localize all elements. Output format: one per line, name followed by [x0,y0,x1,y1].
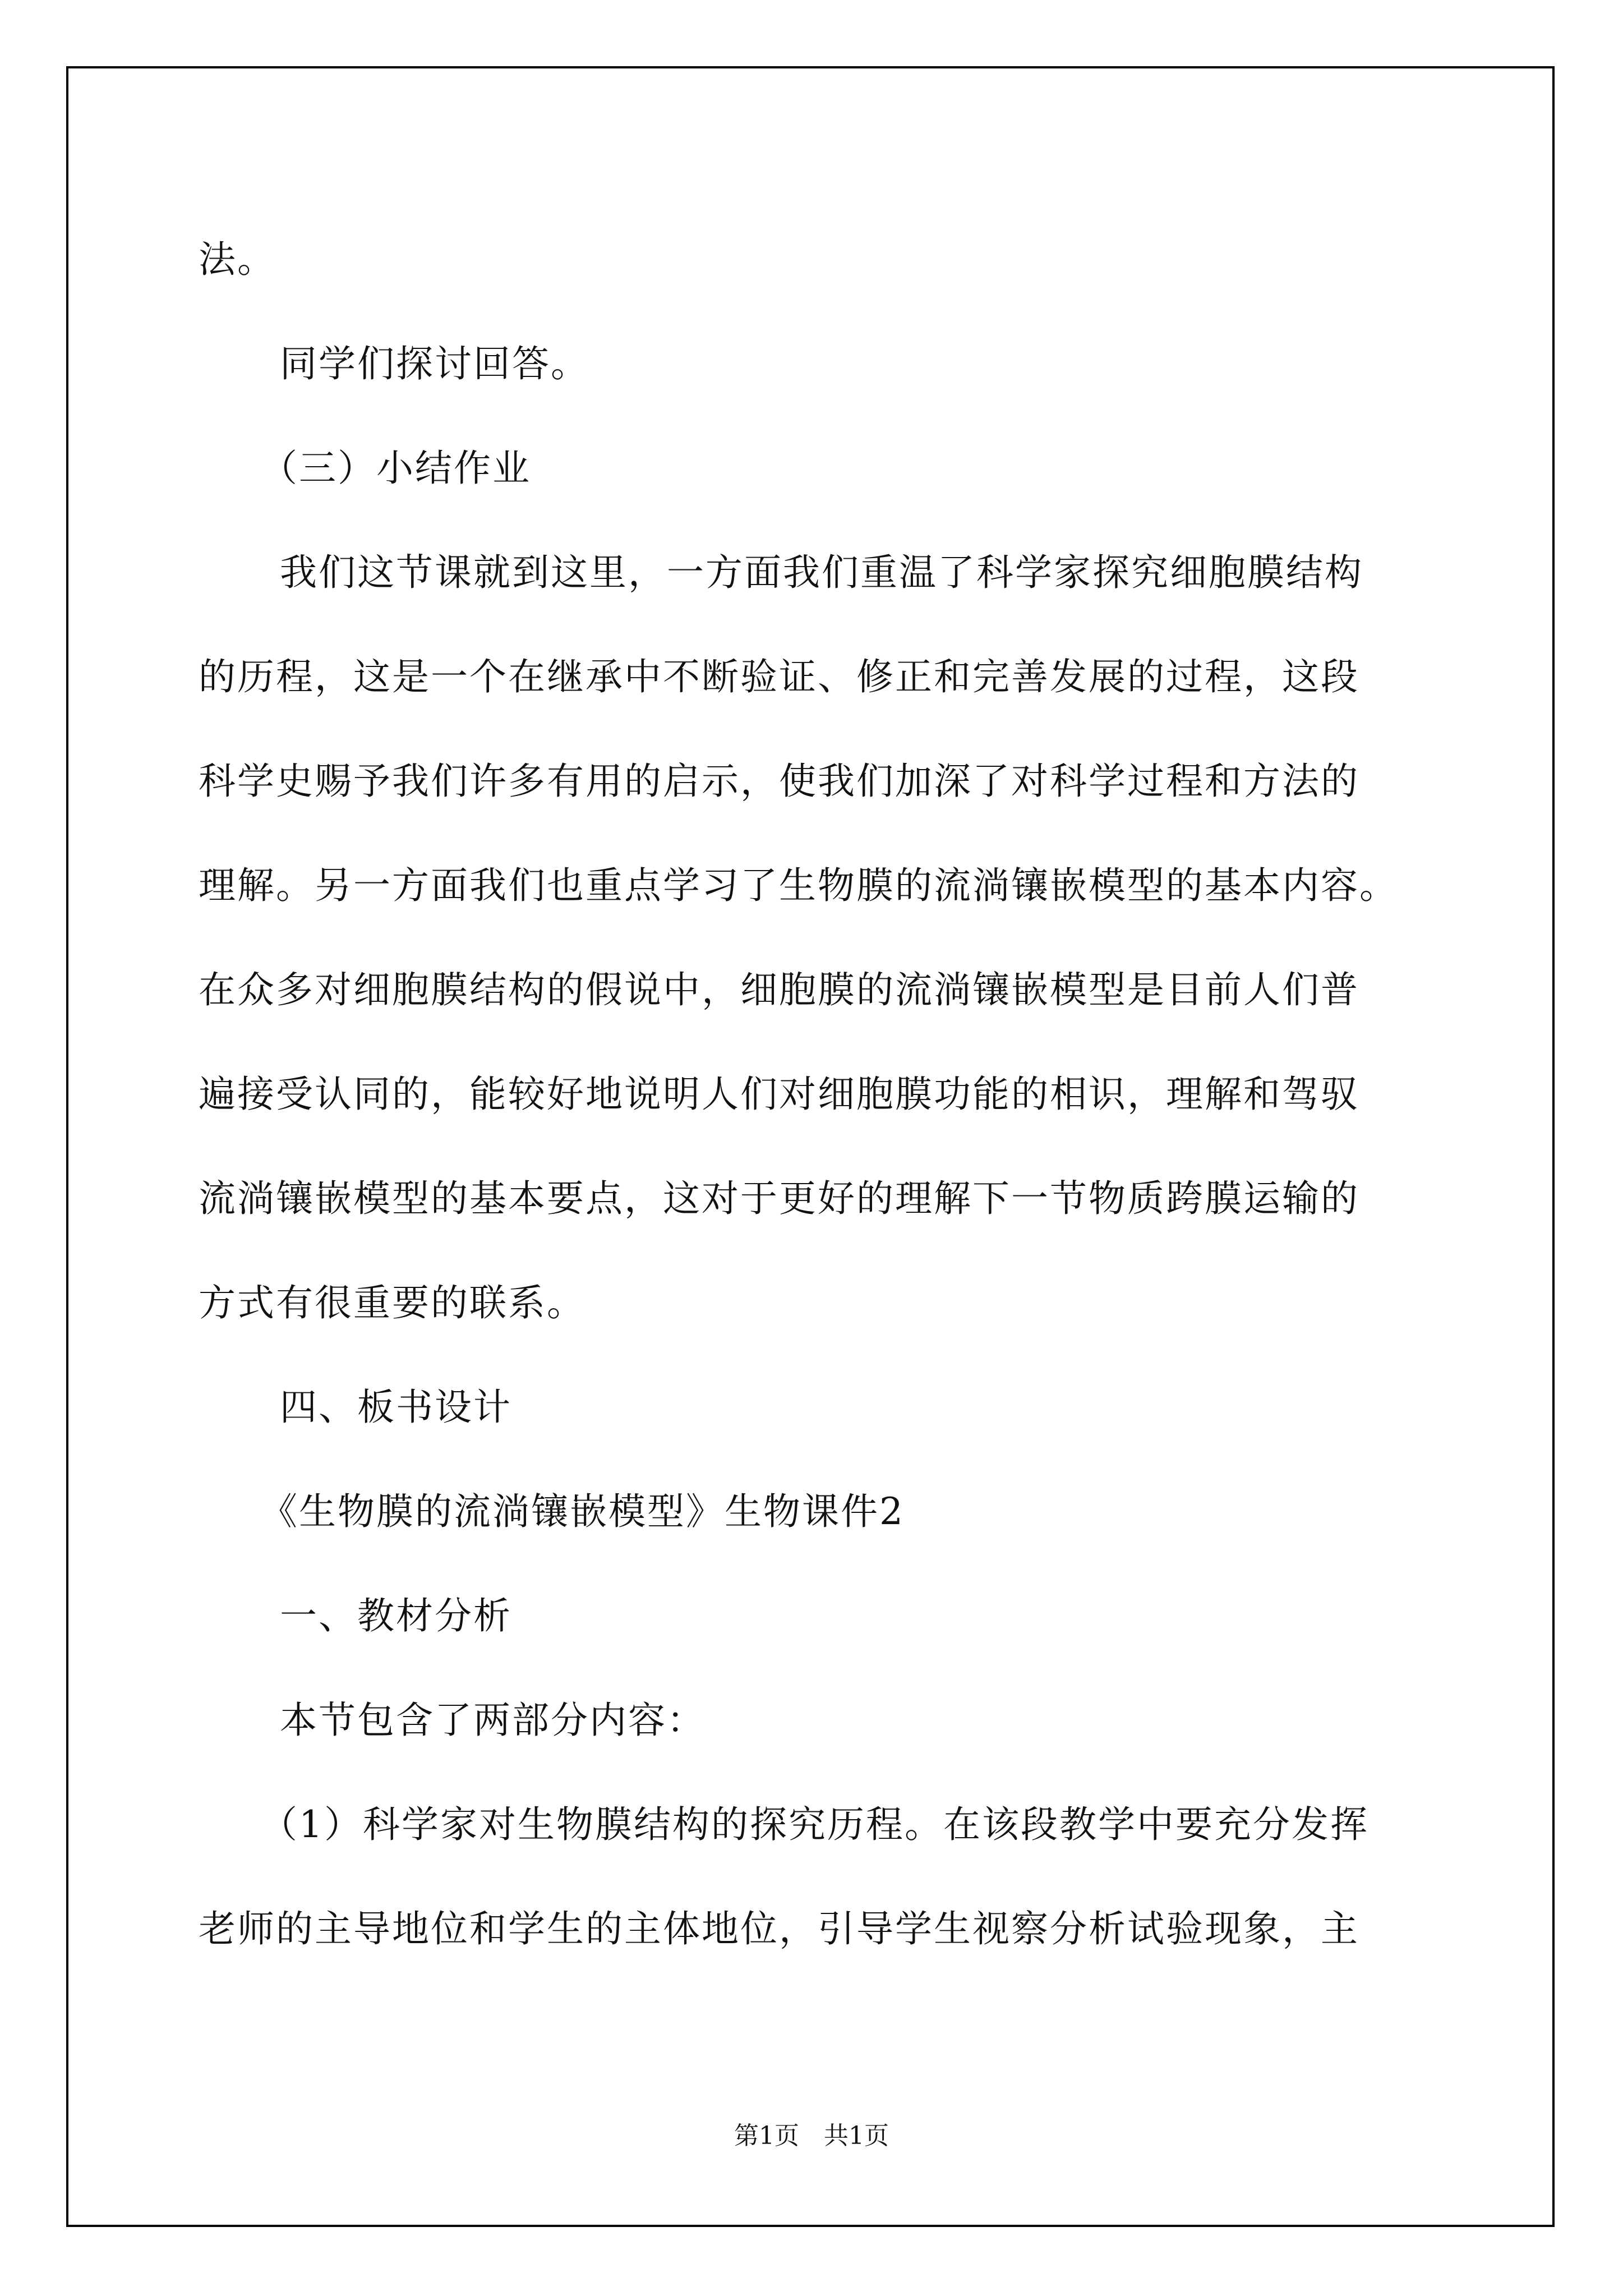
document-body [199,208,1432,1981]
text-line: 流淌镶嵌模型的基本要点，这对于更好的理解下一节物质跨膜运输的 [199,1177,1359,1220]
text-line: 法。 [199,238,276,281]
document-title: 《生物膜的流淌镶嵌模型》生物课件2 [260,1490,905,1533]
text-line: （1）科学家对生物膜结构的探究历程。在该段教学中要充分发挥 [260,1803,1369,1846]
text-line: 我们这节课就到这里，一方面我们重温了科学家探究细胞膜结构 [280,551,1363,594]
text-line: 理解。另一方面我们也重点学习了生物膜的流淌镶嵌模型的基本内容。 [199,864,1398,907]
text-line: 方式有很重要的联系。 [199,1281,585,1324]
section-heading: 四、板书设计 [280,1386,512,1429]
text-line: 在众多对细胞膜结构的假说中，细胞膜的流淌镶嵌模型是目前人们普 [199,968,1359,1011]
text-line: 老师的主导地位和学生的主体地位，引导学生视察分析试验现象，主 [199,1907,1359,1950]
text-line: 遍接受认同的，能较好地说明人们对细胞膜功能的相识，理解和驾驭 [199,1073,1359,1116]
text-line: 同学们探讨回答。 [280,342,589,385]
text-line: 本节包含了两部分内容： [280,1699,706,1742]
page-number: 第1页 共1页 [734,2122,889,2150]
text-line: 科学史赐予我们许多有用的启示，使我们加深了对科学过程和方法的 [199,760,1359,803]
section-heading: （三）小结作业 [260,447,531,490]
text-line: 的历程，这是一个在继承中不断验证、修正和完善发展的过程，这段 [199,655,1359,698]
section-heading: 一、教材分析 [280,1594,512,1637]
